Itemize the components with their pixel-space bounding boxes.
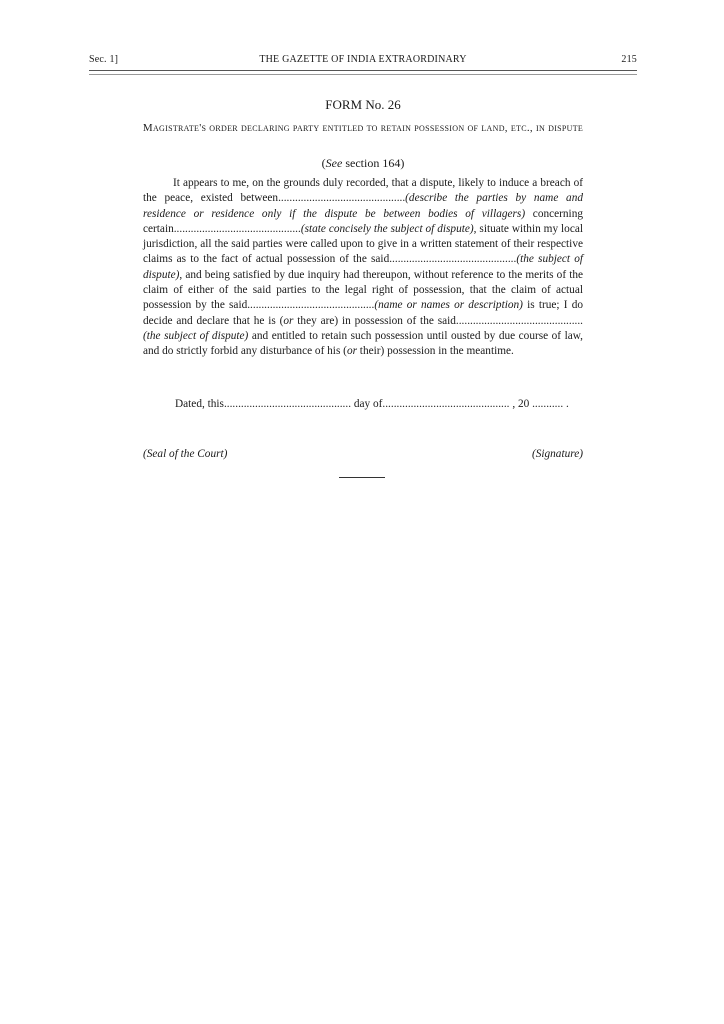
see-section: section 164 (342, 156, 401, 170)
body-italic: or (346, 345, 357, 358)
body-text: , and being satisfied by due inquiry had thereupon, without reference to the merits of the claim of either of the said parties to the legal right of possession, that the claim of actual possession by the said............................................. (143, 268, 583, 312)
body-text: It appears to me, on the grounds duly recorded, that a dispute, likely to induce a breach of the peace, existed between............................................. (143, 177, 583, 205)
body-italic: (describe the parties by name and residence or residence only if the dispute be between bodies of villagers) (143, 192, 583, 220)
header-rule (89, 70, 637, 75)
body-text: concerning certain............................................. (143, 207, 583, 235)
end-rule (339, 477, 385, 478)
dated-line: Dated, this............................................. day of............................................. , 20 ........... . (175, 398, 569, 410)
body-text: , situate within my local jurisdiction, all the said parties were called upon to give in a written statement of their respective claims as to the fact of actual possession of the said............................................. (143, 222, 583, 266)
body-italic: (the subject of dispute) (143, 329, 249, 342)
form-title: FORM No. 26 (325, 97, 401, 112)
seal-paren: ( (143, 448, 147, 460)
seal-paren: ) (223, 448, 228, 460)
body-italic: or (283, 314, 294, 327)
body-italic: (the subject of dispute) (143, 253, 583, 281)
body-italic: (name or names or description) (374, 299, 523, 312)
see-word: See (325, 156, 343, 170)
seal-of-court (143, 448, 227, 460)
form-subtitle: Magistrate's order declaring party entitled to retain possession of land, etc., in dispute (142, 122, 584, 134)
body-text: they are) in possession of the said............................................. (293, 314, 583, 327)
order-body (143, 176, 583, 360)
signature-label: (Signature) (531, 448, 583, 460)
seal-label: Seal of the Court (146, 448, 224, 460)
gazette-title: THE GAZETTE OF INDIA EXTRAORDINARY (259, 54, 467, 65)
page-header (89, 54, 637, 70)
page-number: 215 (621, 54, 637, 65)
body-text: and entitled to retain such possession until ousted by due course of law, and do strictly forbid any disturbance of his ( (143, 329, 584, 358)
body-italic: (state concisely the subject of dispute) (300, 222, 474, 235)
section-reference: (See section 164) (321, 156, 405, 170)
body-text: their) possession in the meantime. (356, 345, 514, 358)
section-label: Sec. 1] (89, 54, 119, 65)
body-text: is true; I do decide and declare that he is ( (143, 299, 583, 327)
